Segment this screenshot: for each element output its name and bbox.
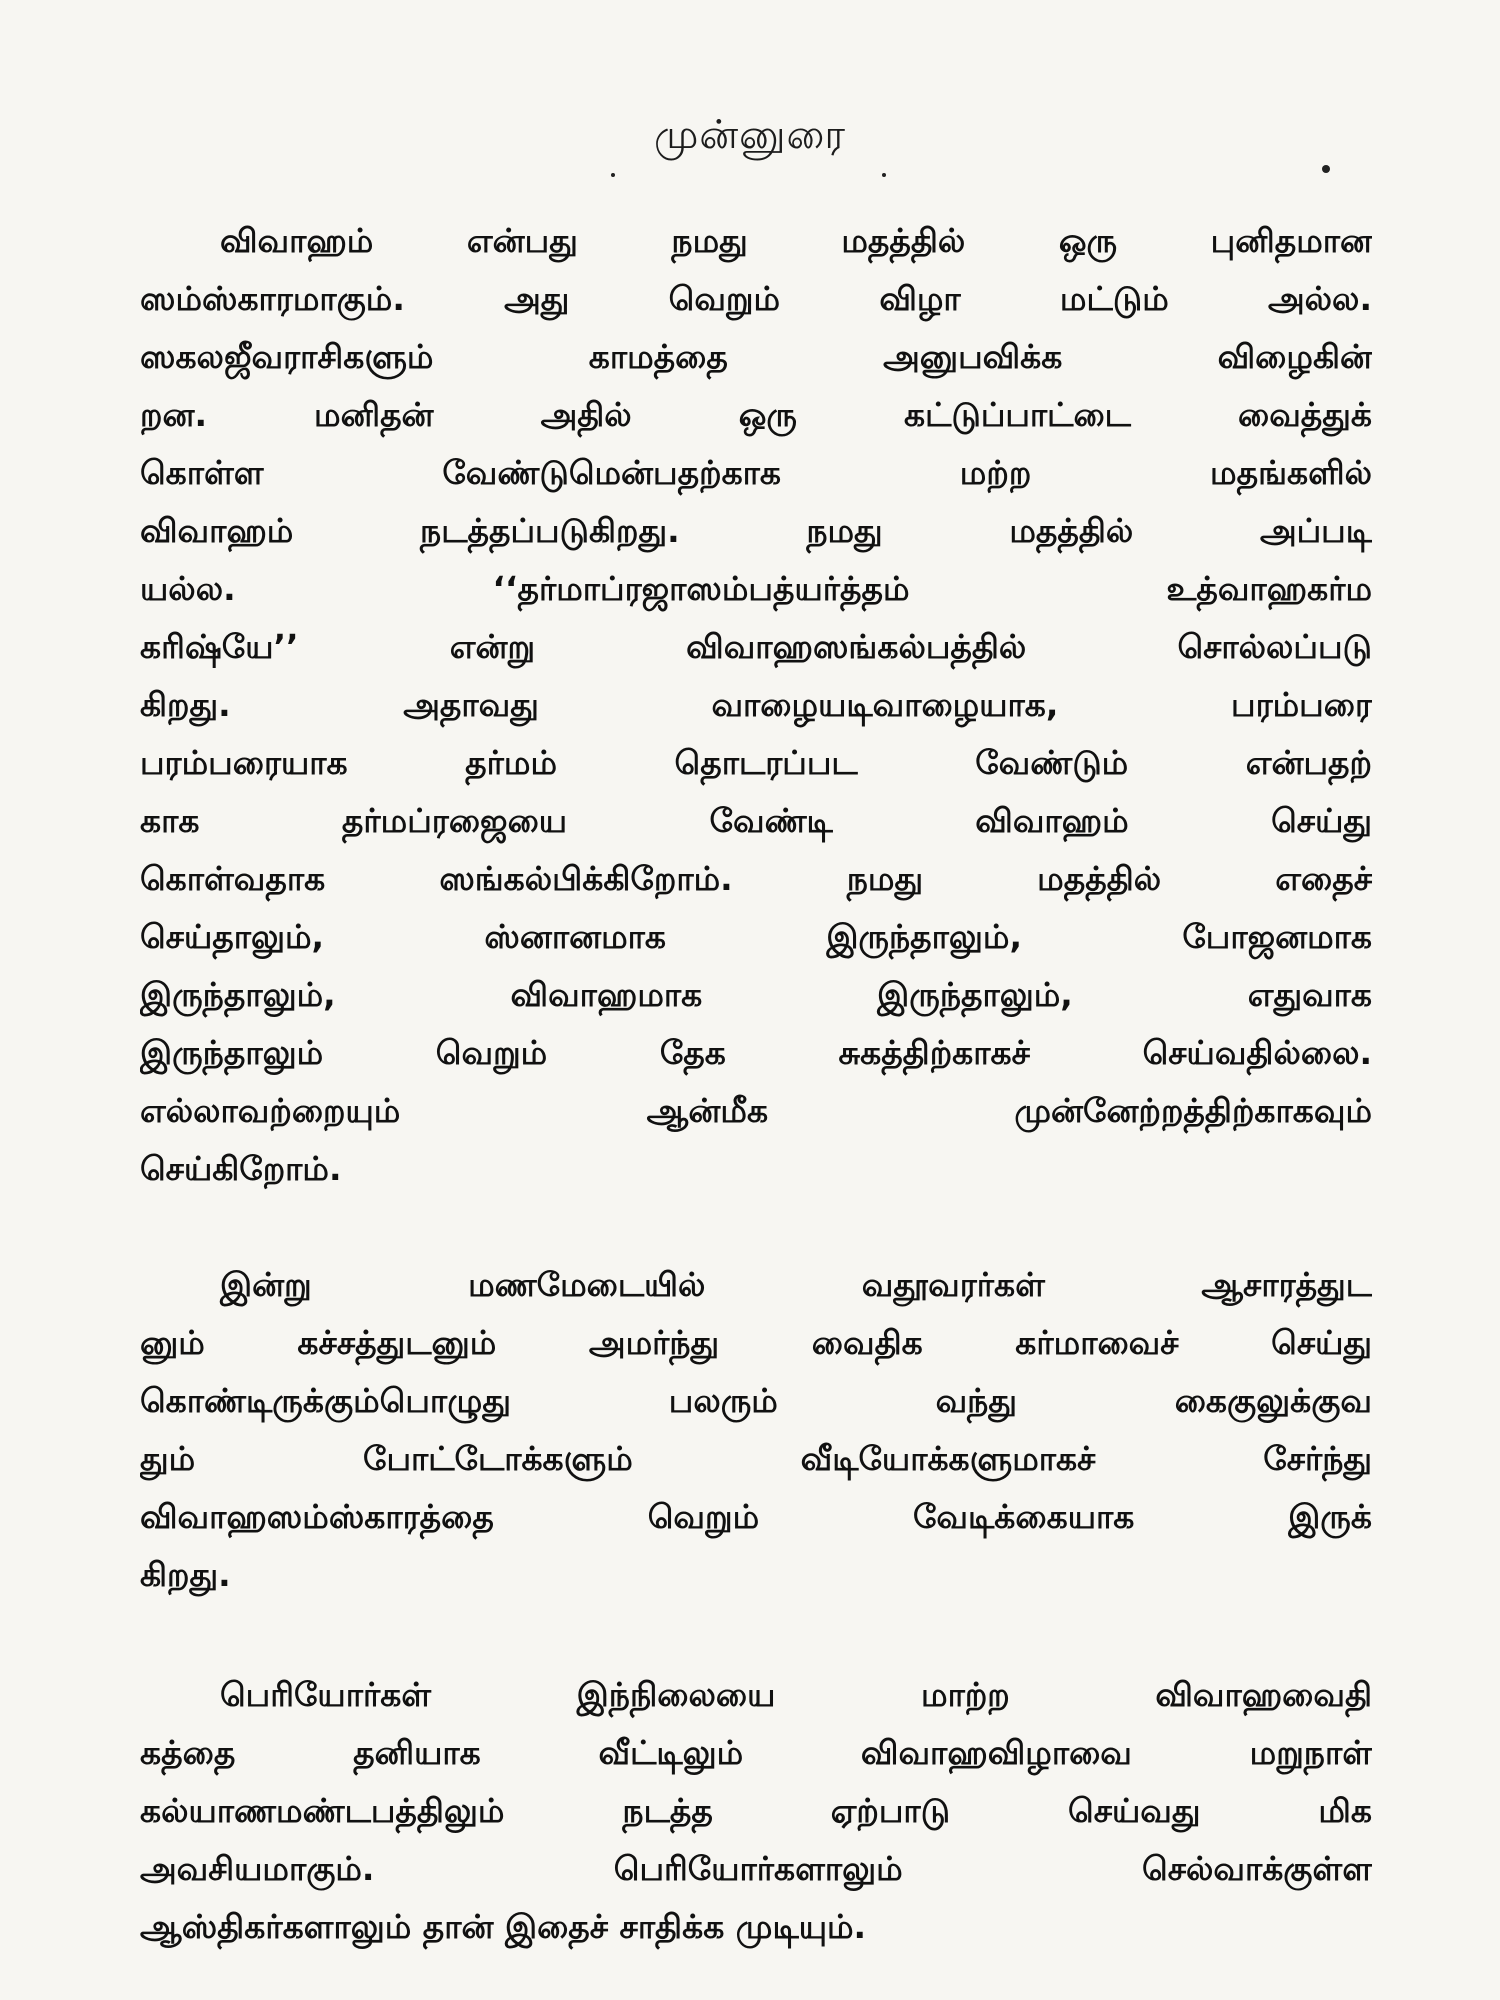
paragraph-line: இன்று மணமேடையில் வதூவரர்கள் ஆசாரத்துட [220,1265,1372,1304]
paragraph-line: கிறது. அதாவது வாழையடிவாழையாக, பரம்பரை [140,685,1372,724]
ink-speck [882,173,886,177]
paragraph-line: பெரியோர்கள் இந்நிலையை மாற்ற விவாஹவைதி [220,1675,1372,1714]
paragraph-2 [140,1256,1372,1604]
paragraph-line: காக தர்மப்ரஜையை வேண்டி விவாஹம் செய்து [140,801,1372,840]
paragraph-line: றன. மனிதன் அதில் ஒரு கட்டுப்பாட்டை வைத்துக் [140,395,1372,434]
paragraph-line: ஸம்ஸ்காரமாகும். அது வெறும் விழா மட்டும் அல்ல. [140,279,1372,318]
paragraph-line: யல்ல. ‘‘தர்மாப்ரஜாஸம்பத்யர்த்தம் உத்வாஹகர்ம [140,569,1372,608]
paragraph-line: கொள்ள வேண்டுமென்பதற்காக மற்ற மதங்களில் [140,453,1372,492]
ink-speck [611,173,615,177]
paragraph-line: செய்தாலும், ஸ்னானமாக இருந்தாலும், போஜனமாக [140,917,1372,956]
paragraph-line: கொள்வதாக ஸங்கல்பிக்கிறோம். நமது மதத்தில் எதைச் [140,859,1372,898]
paragraph-line: கிறது. [140,1555,231,1594]
paragraph-line: னும் கச்சத்துடனும் அமர்ந்து வைதிக கர்மாவைச் செய்து [140,1323,1372,1362]
paragraph-line: ஆஸ்திகர்களாலும் தான் இதைச் சாதிக்க முடியும். [140,1907,867,1946]
paragraph-line: எல்லாவற்றையும் ஆன்மீக முன்னேற்றத்திற்காகவும் [140,1091,1372,1130]
ink-speck [1322,165,1330,173]
paragraph-3 [140,1666,1372,1956]
paragraph-line: ஸகலஜீவராசிகளும் காமத்தை அனுபவிக்க விழைகின் [140,337,1372,376]
paragraph-line: தும் போட்டோக்களும் வீடியோக்களுமாகச் சேர்ந்து [140,1439,1372,1478]
paragraph-line: கரிஷ்யே’’ என்று விவாஹஸங்கல்பத்தில் சொல்லப்படு [140,627,1372,666]
paragraph-line: கல்யாணமண்டபத்திலும் நடத்த ஏற்பாடு செய்வது மிக [140,1791,1372,1830]
paragraph-1 [140,212,1372,1198]
page-heading: முன்னுரை [653,112,847,158]
paragraph-line: இருந்தாலும் வெறும் தேக சுகத்திற்காகச் செய்வதில்லை. [140,1033,1372,1072]
paragraph-line: அவசியமாகும். பெரியோர்களாலும் செல்வாக்குள்ள [140,1849,1372,1888]
paragraph-line: கத்தை தனியாக வீட்டிலும் விவாஹவிழாவை மறுநாள் [140,1733,1372,1772]
paragraph-line: பரம்பரையாக தர்மம் தொடரப்பட வேண்டும் என்பதற் [140,743,1372,782]
paragraph-line: கொண்டிருக்கும்பொழுது பலரும் வந்து கைகுலுக்குவ [140,1381,1372,1420]
paragraph-line: விவாஹம் என்பது நமது மதத்தில் ஒரு புனிதமான [220,221,1372,260]
paragraph-line: விவாஹஸம்ஸ்காரத்தை வெறும் வேடிக்கையாக இருக் [140,1497,1372,1536]
paragraph-line: விவாஹம் நடத்தப்படுகிறது. நமது மதத்தில் அப்படி [140,511,1372,550]
paragraph-line: இருந்தாலும், விவாஹமாக இருந்தாலும், எதுவாக [140,975,1372,1014]
paragraph-line: செய்கிறோம். [140,1149,342,1188]
